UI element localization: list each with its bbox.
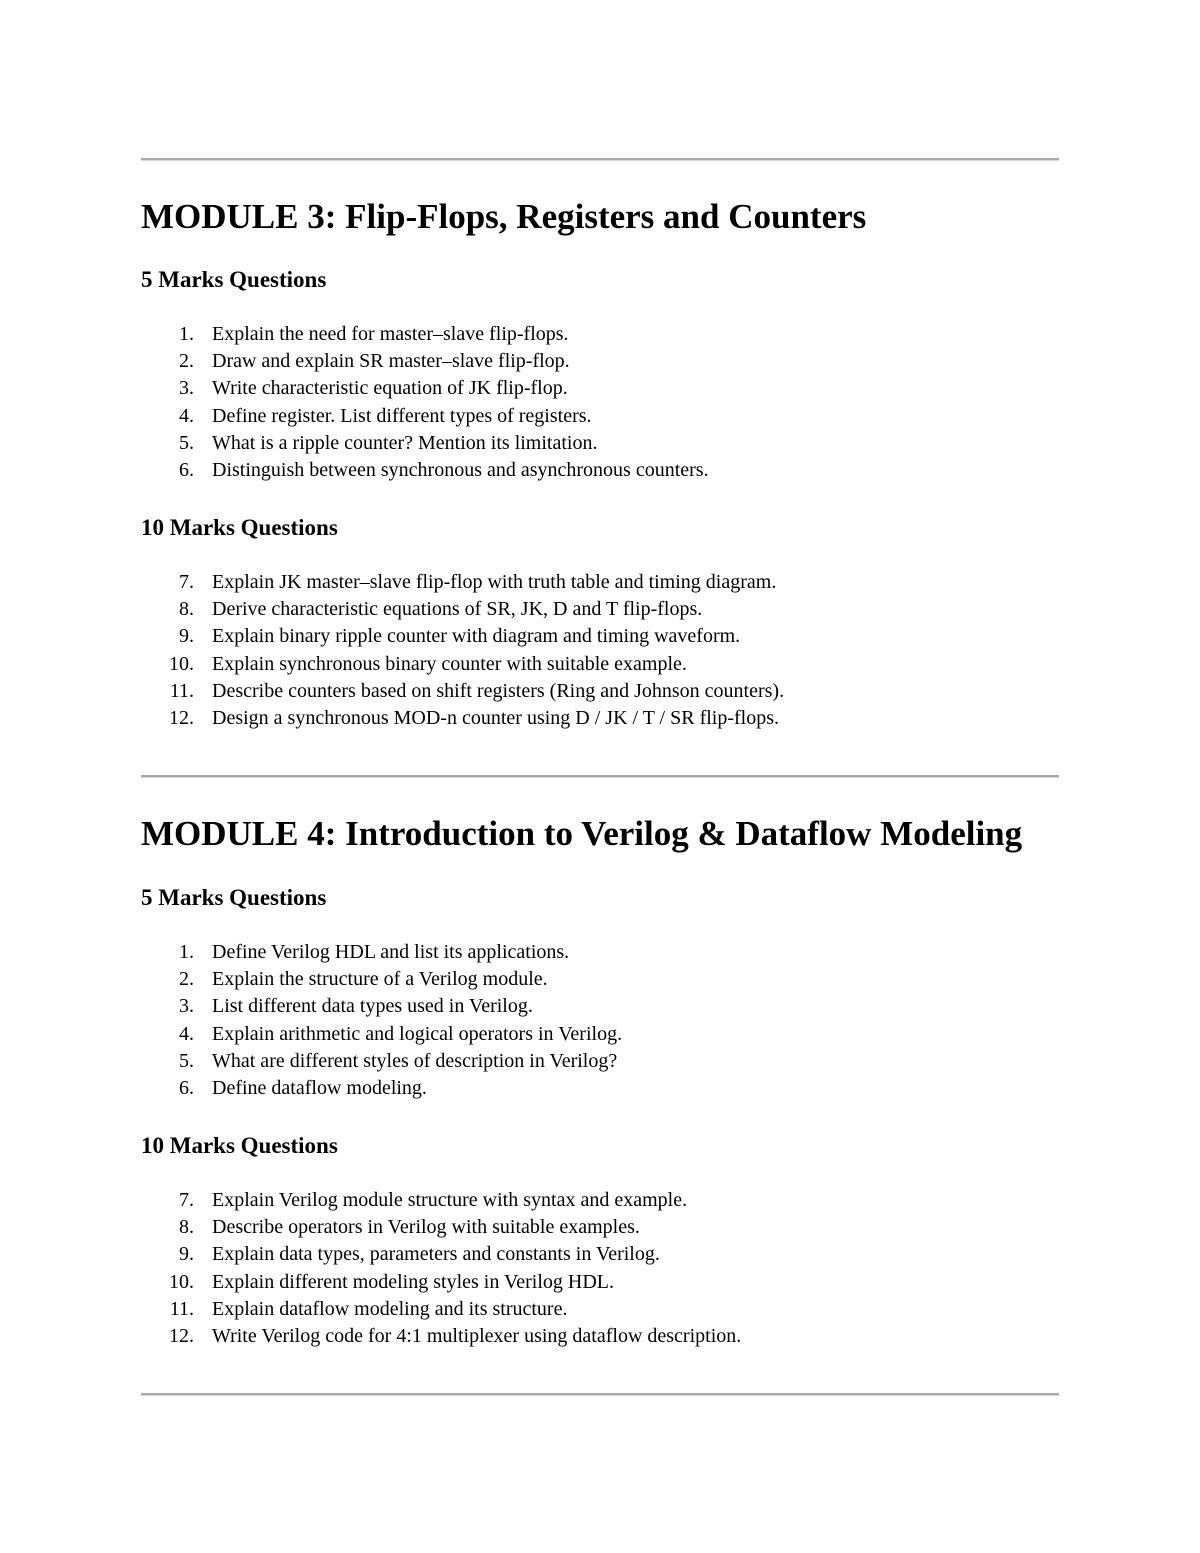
- question-item: [141, 1269, 1101, 1296]
- question-list: [141, 1187, 1101, 1350]
- question-text: Distinguish between synchronous and asynchronous counters.: [212, 458, 709, 481]
- question-item: [141, 596, 1101, 623]
- question-number: 1.: [179, 323, 194, 345]
- question-number: 2.: [179, 968, 194, 991]
- question-number: 5.: [179, 431, 194, 454]
- module-3-5-marks-list: [141, 321, 1101, 484]
- question-item: [141, 993, 1101, 1020]
- question-text: Explain synchronous binary counter with suitable example.: [212, 652, 687, 675]
- question-item: [141, 1323, 1101, 1350]
- question-number: 8.: [179, 598, 194, 621]
- section-heading: 5 Marks Questions: [141, 267, 327, 292]
- module-title: MODULE 3: Flip-Flops, Registers and Counters: [141, 197, 867, 236]
- question-item: [141, 569, 1101, 596]
- module-3: [141, 197, 1101, 237]
- question-item: [141, 678, 1101, 705]
- section-heading: 10 Marks Questions: [141, 515, 338, 540]
- question-text: Explain JK master–slave flip-flop with truth table and timing diagram.: [212, 571, 777, 593]
- horizontal-rule: [141, 158, 1059, 161]
- question-item: [141, 403, 1101, 430]
- question-text: Explain Verilog module structure with syntax and example.: [212, 1189, 688, 1211]
- question-text: Explain the structure of a Verilog module.: [212, 968, 548, 991]
- horizontal-rule: [141, 1393, 1059, 1396]
- question-item: [141, 348, 1101, 375]
- question-number: 11.: [169, 1297, 194, 1320]
- question-number: 5.: [179, 1049, 194, 1072]
- question-text: Define register. List different types of registers.: [212, 404, 592, 427]
- module-3-10-marks-list: [141, 569, 1101, 732]
- question-item: [141, 1048, 1101, 1075]
- question-text: Define Verilog HDL and list its applications.: [212, 941, 570, 963]
- question-text: Explain the need for master–slave flip-flops.: [212, 323, 569, 345]
- question-item: [141, 651, 1101, 678]
- question-list: [141, 939, 1101, 1102]
- question-item: [141, 457, 1101, 484]
- question-list: [141, 321, 1101, 484]
- question-number: 4.: [179, 1022, 194, 1045]
- question-text: Explain dataflow modeling and its structure.: [212, 1297, 568, 1320]
- question-text: Describe counters based on shift registers (Ring and Johnson counters).: [212, 679, 785, 702]
- question-item: [141, 1296, 1101, 1323]
- question-text: Describe operators in Verilog with suitable examples.: [212, 1216, 640, 1239]
- question-text: Explain data types, parameters and constants in Verilog.: [212, 1243, 660, 1266]
- question-text: Explain arithmetic and logical operators in Verilog.: [212, 1022, 623, 1045]
- question-number: 12.: [169, 1324, 194, 1347]
- question-number: 7.: [179, 1189, 194, 1211]
- question-number: 4.: [179, 404, 194, 427]
- question-text: What is a ripple counter? Mention its limitation.: [212, 431, 598, 454]
- question-text: Define dataflow modeling.: [212, 1076, 427, 1099]
- module-3-10-marks-section: [141, 514, 1101, 542]
- question-number: 6.: [179, 458, 194, 481]
- question-item: [141, 705, 1101, 732]
- question-text: Write characteristic equation of JK flip-flop.: [212, 377, 568, 400]
- question-item: [141, 966, 1101, 993]
- question-item: [141, 939, 1101, 966]
- section-heading: 5 Marks Questions: [141, 885, 327, 910]
- question-item: [141, 375, 1101, 402]
- question-item: [141, 623, 1101, 650]
- question-item: [141, 1241, 1101, 1268]
- question-text: Write Verilog code for 4:1 multiplexer using dataflow description.: [212, 1324, 742, 1347]
- question-list: [141, 569, 1101, 732]
- question-number: 1.: [179, 941, 194, 963]
- question-text: Explain different modeling styles in Verilog HDL.: [212, 1270, 614, 1293]
- module-4-10-marks-list: [141, 1187, 1101, 1350]
- question-number: 11.: [169, 679, 194, 702]
- question-text: List different data types used in Verilog.: [212, 995, 533, 1018]
- question-number: 2.: [179, 350, 194, 373]
- question-number: 3.: [179, 995, 194, 1018]
- module-4-10-marks-section: [141, 1132, 1101, 1160]
- module-3-5-marks-section: [141, 266, 1101, 294]
- question-text: Draw and explain SR master–slave flip-flop.: [212, 350, 570, 373]
- module-title: MODULE 4: Introduction to Verilog & Dataflow Modeling: [141, 814, 1023, 853]
- module-4: [141, 814, 1101, 854]
- question-item: [141, 430, 1101, 457]
- question-item: [141, 1214, 1101, 1241]
- question-number: 8.: [179, 1216, 194, 1239]
- module-4-5-marks-section: [141, 884, 1101, 912]
- question-number: 9.: [179, 1243, 194, 1266]
- question-text: Explain binary ripple counter with diagram and timing waveform.: [212, 625, 741, 648]
- question-text: What are different styles of description in Verilog?: [212, 1049, 618, 1072]
- question-number: 6.: [179, 1076, 194, 1099]
- question-item: [141, 321, 1101, 348]
- question-text: Derive characteristic equations of SR, JK, D and T flip-flops.: [212, 598, 703, 621]
- question-number: 10.: [169, 652, 194, 675]
- question-number: 10.: [169, 1270, 194, 1293]
- question-number: 7.: [179, 571, 194, 593]
- question-item: [141, 1187, 1101, 1214]
- question-number: 9.: [179, 625, 194, 648]
- module-4-5-marks-list: [141, 939, 1101, 1102]
- section-heading: 10 Marks Questions: [141, 1133, 338, 1158]
- question-item: [141, 1075, 1101, 1102]
- question-item: [141, 1021, 1101, 1048]
- horizontal-rule: [141, 775, 1059, 778]
- question-number: 3.: [179, 377, 194, 400]
- question-text: Design a synchronous MOD-n counter using D / JK / T / SR flip-flops.: [212, 706, 780, 729]
- question-number: 12.: [169, 706, 194, 729]
